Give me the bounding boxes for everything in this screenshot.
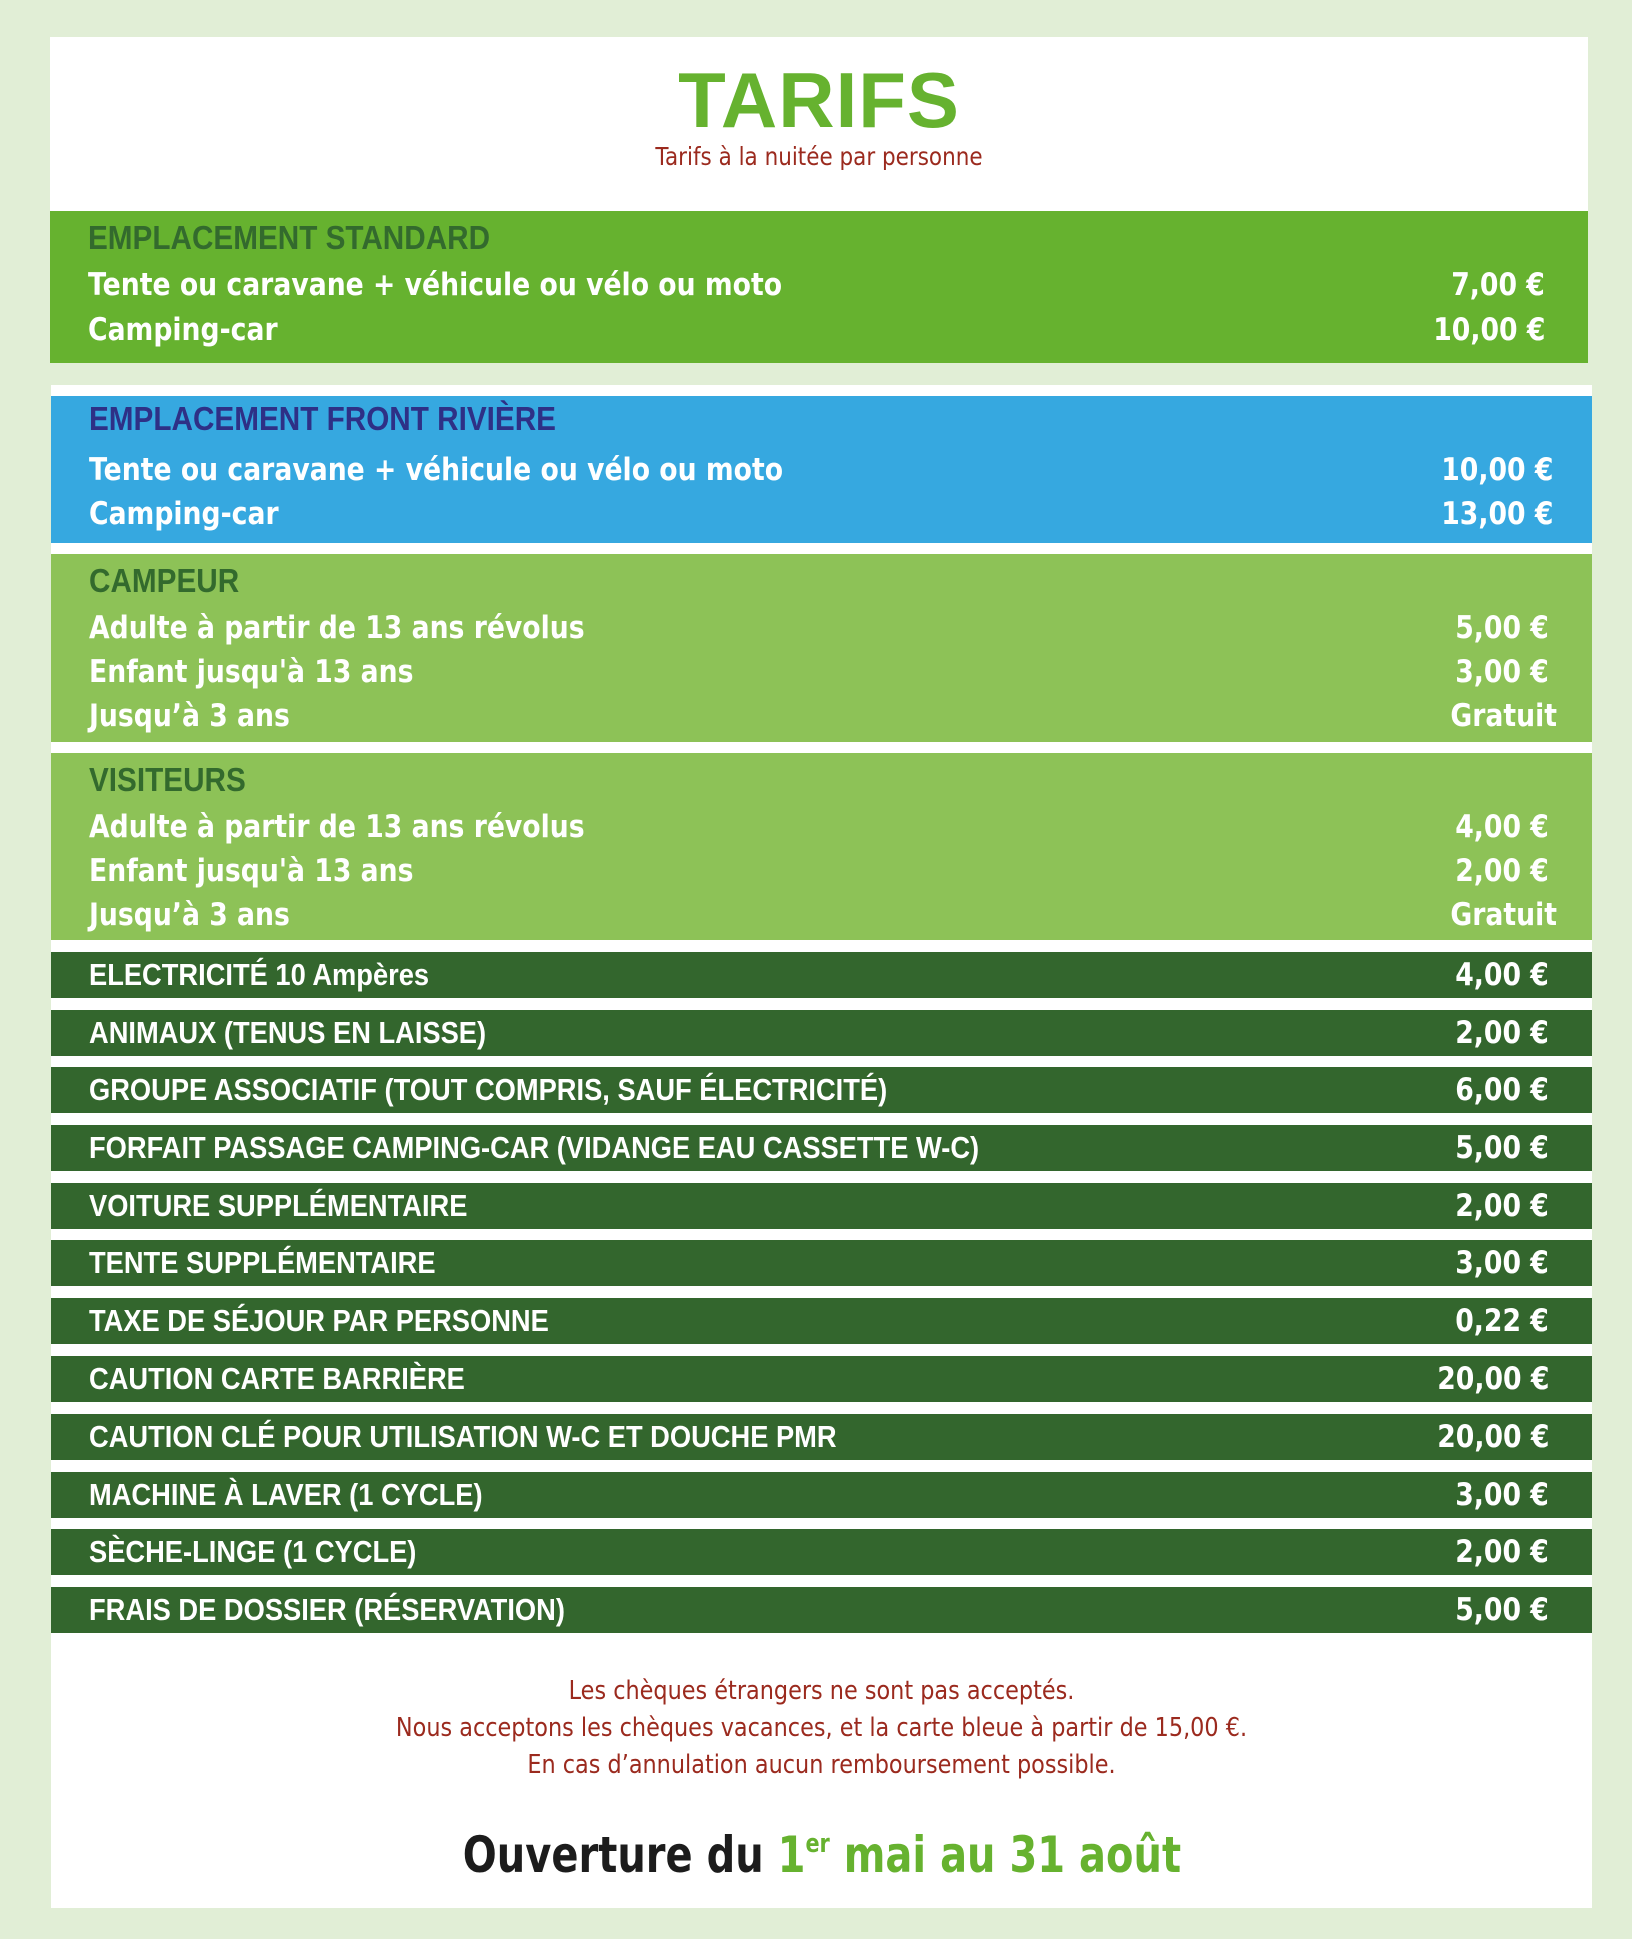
extra-row-electricite	[51, 952, 1592, 998]
extra-price: 3,00 €	[1455, 1245, 1549, 1281]
extra-price: 3,00 €	[1455, 1477, 1549, 1513]
section-visiteurs	[51, 753, 1592, 940]
price-row	[89, 694, 1592, 738]
price-row	[89, 805, 1592, 849]
section-heading: VISITEURS	[89, 761, 246, 798]
extra-label: TENTE SUPPLÉMENTAIRE	[89, 1245, 436, 1280]
price-label: Jusqu’à 3 ans	[89, 698, 290, 734]
extra-row-machine-laver	[51, 1472, 1592, 1518]
section-heading: EMPLACEMENT FRONT RIVIÈRE	[89, 400, 556, 437]
price-row	[89, 448, 1592, 492]
extra-label: SÈCHE-LINGE (1 CYCLE)	[89, 1534, 417, 1569]
extra-price: 2,00 €	[1455, 1534, 1549, 1570]
note-cancellation: En cas d’annulation aucun remboursement possible.	[527, 1750, 1116, 1780]
price-label: Jusqu’à 3 ans	[89, 897, 290, 933]
extra-row-frais-dossier	[51, 1587, 1592, 1633]
page-title: TARIFS	[678, 56, 960, 144]
opening-day-suffix: er	[804, 1829, 830, 1859]
extra-price: 2,00 €	[1455, 1015, 1549, 1051]
extra-row-animaux	[51, 1010, 1592, 1056]
note-accepted-payments: Nous acceptons les chèques vacances, et la carte bleue à partir de 15,00 €.	[395, 1713, 1248, 1743]
opening-day: 1	[777, 1826, 805, 1884]
section-heading: EMPLACEMENT STANDARD	[88, 219, 491, 256]
price-row	[89, 492, 1592, 536]
extra-price: 20,00 €	[1436, 1361, 1549, 1397]
extra-row-groupe-associatif	[51, 1067, 1592, 1113]
extra-row-voiture	[51, 1183, 1592, 1229]
price-value: 10,00 €	[1440, 452, 1553, 488]
extra-price: 20,00 €	[1436, 1419, 1549, 1455]
extra-price: 0,22 €	[1455, 1303, 1549, 1339]
extra-label: ANIMAUX (TENUS EN LAISSE)	[89, 1015, 487, 1050]
section-emplacement-front-riviere	[51, 396, 1592, 543]
price-value: 10,00 €	[1432, 312, 1545, 348]
price-value: 2,00 €	[1455, 853, 1549, 889]
price-label: Camping-car	[89, 496, 279, 532]
price-row	[88, 308, 1588, 352]
extra-label: GROUPE ASSOCIATIF (TOUT COMPRIS, SAUF ÉLECTRICITÉ)	[89, 1072, 888, 1107]
note-foreign-cheques: Les chèques étrangers ne sont pas acceptés.	[568, 1676, 1075, 1706]
extra-price: 5,00 €	[1455, 1592, 1549, 1628]
price-row	[88, 263, 1588, 307]
section-heading: CAMPEUR	[89, 562, 240, 599]
price-label: Adulte à partir de 13 ans révolus	[89, 610, 585, 646]
tariffs-card	[51, 385, 1592, 1908]
opening-rest: mai au 31 août	[829, 1826, 1181, 1884]
opening-dates	[51, 1825, 1592, 1885]
price-row	[89, 606, 1592, 650]
price-label: Camping-car	[88, 312, 278, 348]
extra-label: MACHINE À LAVER (1 CYCLE)	[89, 1477, 483, 1512]
price-label: Adulte à partir de 13 ans révolus	[89, 809, 585, 845]
header-card	[50, 37, 1588, 363]
price-value: 3,00 €	[1455, 654, 1549, 690]
extra-label: ELECTRICITÉ 10 Ampères	[89, 957, 430, 992]
extra-price: 2,00 €	[1455, 1188, 1549, 1224]
price-value: 13,00 €	[1440, 496, 1553, 532]
opening-prefix: Ouverture du	[462, 1826, 778, 1884]
price-label: Enfant jusqu'à 13 ans	[89, 654, 414, 690]
price-label: Enfant jusqu'à 13 ans	[89, 853, 414, 889]
section-emplacement-standard	[50, 211, 1588, 363]
price-value: Gratuit	[1450, 698, 1557, 734]
price-value: 5,00 €	[1455, 610, 1549, 646]
extra-row-caution-carte	[51, 1356, 1592, 1402]
extra-label: FRAIS DE DOSSIER (RÉSERVATION)	[89, 1592, 565, 1627]
price-row	[89, 893, 1592, 937]
section-campeur	[51, 554, 1592, 742]
extra-label: VOITURE SUPPLÉMENTAIRE	[89, 1188, 468, 1223]
extra-label: CAUTION CLÉ POUR UTILISATION W-C ET DOUCHE PMR	[89, 1419, 837, 1454]
extra-row-forfait-camping-car	[51, 1125, 1592, 1171]
extra-price: 5,00 €	[1455, 1130, 1549, 1166]
price-row	[89, 650, 1592, 694]
extra-price: 4,00 €	[1455, 957, 1549, 993]
extra-row-seche-linge	[51, 1529, 1592, 1575]
extra-row-taxe-sejour	[51, 1298, 1592, 1344]
extra-label: CAUTION CARTE BARRIÈRE	[89, 1361, 465, 1396]
price-value: Gratuit	[1450, 897, 1557, 933]
price-label: Tente ou caravane + véhicule ou vélo ou moto	[89, 452, 784, 488]
price-value: 7,00 €	[1451, 267, 1545, 303]
extra-label: TAXE DE SÉJOUR PAR PERSONNE	[89, 1303, 549, 1338]
extra-label: FORFAIT PASSAGE CAMPING-CAR (VIDANGE EAU CASSETTE W-C)	[89, 1130, 980, 1165]
page-subtitle: Tarifs à la nuitée par personne	[655, 142, 983, 171]
payment-notes	[51, 1673, 1592, 1784]
price-label: Tente ou caravane + véhicule ou vélo ou moto	[88, 267, 783, 303]
extra-row-tente	[51, 1240, 1592, 1286]
price-row	[89, 849, 1592, 893]
price-value: 4,00 €	[1455, 809, 1549, 845]
extra-row-caution-cle	[51, 1414, 1592, 1460]
extra-price: 6,00 €	[1455, 1072, 1549, 1108]
